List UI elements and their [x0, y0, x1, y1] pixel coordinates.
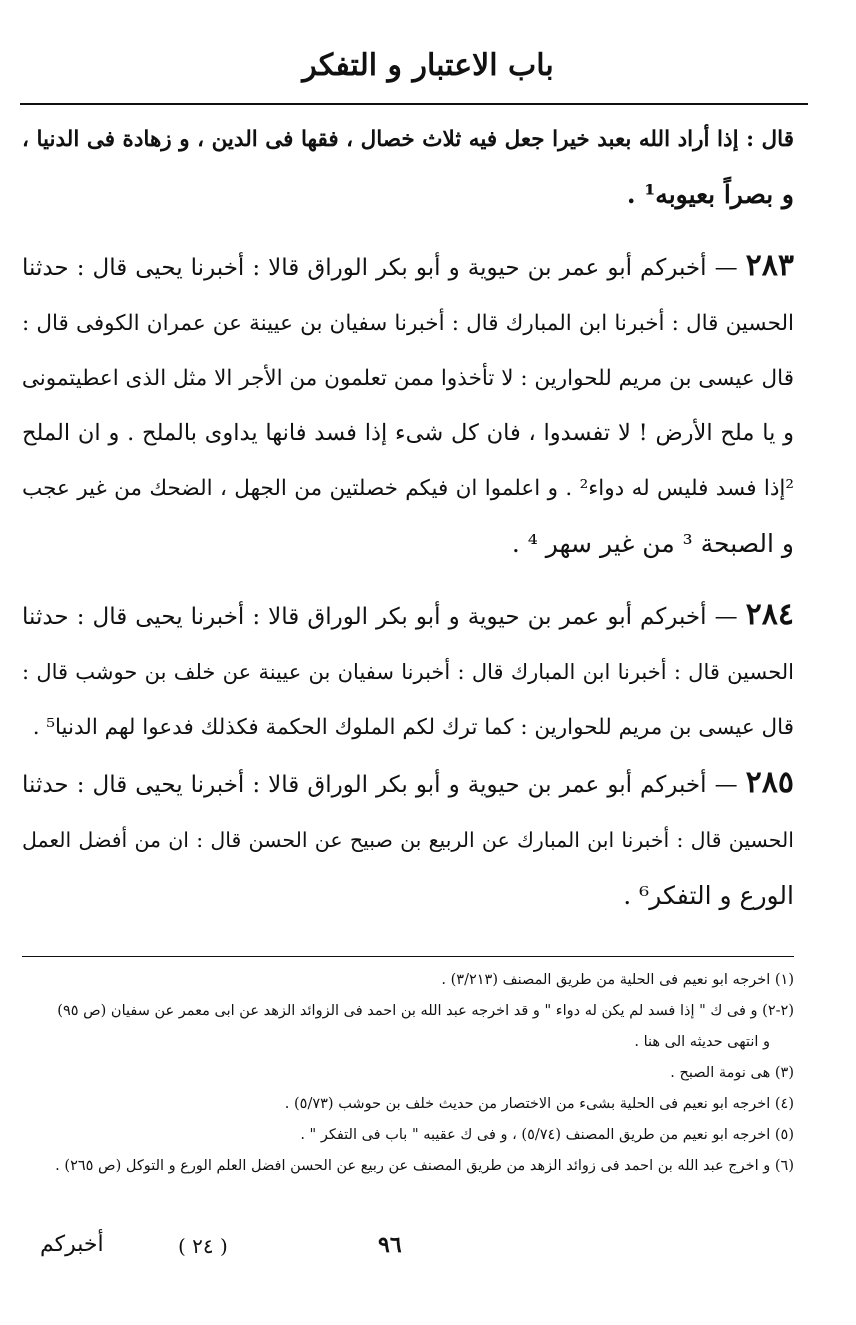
text-line [22, 406, 794, 461]
line-text: الحسين قال : أخبرنا ابن المبارك عن الربيع بن صبيح عن الحسن قال : ان من أفضل العمل [22, 828, 794, 852]
hadith-number: ٢٨٥ [745, 765, 794, 800]
line-text: — أخبركم أبو عمر بن حيوية و أبو بكر الوراق قالا : أخبرنا يحيى قال : حدثنا [22, 255, 746, 281]
hadith-number: ٢٨٤ [745, 597, 794, 632]
signature-number: ( ٢٤ ) [178, 1234, 228, 1258]
line-text: ²إذا فسد فليس له دواء² . و اعلموا ان فيكم خصلتين من الجهل ، الضحك من غير عجب [22, 476, 795, 501]
hadith-number: ٢٨٣ [745, 248, 794, 283]
line-text: قال عيسى بن مريم للحوارين : كما ترك لكم الملوك الحكمة فكذلك فدعوا لهم الدنيا⁵ . [32, 715, 794, 740]
line-text: قال عيسى بن مريم للحوارين : لا تأخذوا ممن تعلمون من الأجر الا مثل الذى اعطيتمونى [21, 366, 794, 391]
text-line [22, 645, 794, 700]
text-line [22, 587, 794, 645]
page-title: باب الاعتبار و التفكر [302, 48, 554, 83]
text-line [22, 516, 794, 571]
line-text: و يا ملح الأرض ! لا تفسدوا ، فان كل شىء إذا فسد فانها يداوى بالملح . و ان الملح [22, 420, 794, 446]
footnotes [22, 965, 794, 1182]
line-text: الورع و التفكر⁶ . [623, 881, 794, 910]
text-line [22, 813, 794, 868]
line-text: الحسين قال : أخبرنا ابن المبارك قال : أخبرنا سفيان بن عيينة عن خلف بن حوشب قال : [22, 660, 794, 684]
text-line [22, 296, 794, 351]
footnote: (٢-٢) و فى ك " إذا فسد لم يكن له دواء " و قد اخرجه عبد الله بن احمد فى الزوائد الزهد عن ابى معمر عن سفيان (ص ٩٥) [57, 1003, 794, 1019]
text-line [22, 868, 794, 923]
text-line [22, 167, 794, 222]
text-line [22, 112, 794, 167]
footnote: (٥) اخرجه ابو نعيم من طريق المصنف (٥/٧٤) ، و فى ك عقيبه " باب فى التفكر " . [300, 1127, 794, 1143]
line-text: — أخبركم أبو عمر بن حيوية و أبو بكر الوراق قالا : أخبرنا يحيى قال : حدثنا [22, 772, 746, 798]
paragraph-gap [22, 571, 794, 587]
footnote: (١) اخرجه ابو نعيم فى الحلية من طريق المصنف (٣/٢١٣) . [441, 972, 794, 988]
footnote: (٣) هى نومة الصبح . [670, 1065, 794, 1081]
footnote: و انتهى حديثه الى هنا . [634, 1034, 770, 1050]
page-number: ٩٦ [378, 1232, 402, 1258]
text-line [22, 238, 794, 296]
text-line [22, 700, 794, 755]
main-text [22, 112, 794, 923]
footnote: (٦) و اخرج عبد الله بن احمد فى زوائد الزهد من طريق المصنف عن ربيع عن الحسن افضل العلم الورع و التوكل (ص ٢٦٥) . [55, 1158, 794, 1174]
catchword: أخبركم [40, 1232, 104, 1257]
line-text: و الصبحة ³ من غير سهر ⁴ . [511, 529, 794, 558]
line-text: الحسين قال : أخبرنا ابن المبارك قال : أخبرنا سفيان بن عيينة عن عمران الكوفى قال : [22, 311, 794, 336]
text-line [22, 755, 794, 813]
text-line [22, 351, 794, 406]
line-text: قال : إذا أراد الله بعبد خيرا جعل فيه ثلاث خصال ، فقها فى الدين ، و زهادة فى الدنيا ، [22, 127, 794, 152]
text-line [22, 461, 794, 516]
line-text: و بصراً بعيوبه¹ . [626, 180, 794, 209]
line-text: — أخبركم أبو عمر بن حيوية و أبو بكر الوراق قالا : أخبرنا يحيى قال : حدثنا [22, 604, 746, 630]
header-divider [20, 103, 808, 105]
page-footer [0, 1232, 856, 1272]
footnote-divider [22, 956, 794, 957]
footnote: (٤) اخرجه ابو نعيم فى الحلية بشىء من الاختصار من حديث خلف بن حوشب (٥/٧٣) . [284, 1096, 794, 1112]
paragraph-gap [22, 222, 794, 238]
